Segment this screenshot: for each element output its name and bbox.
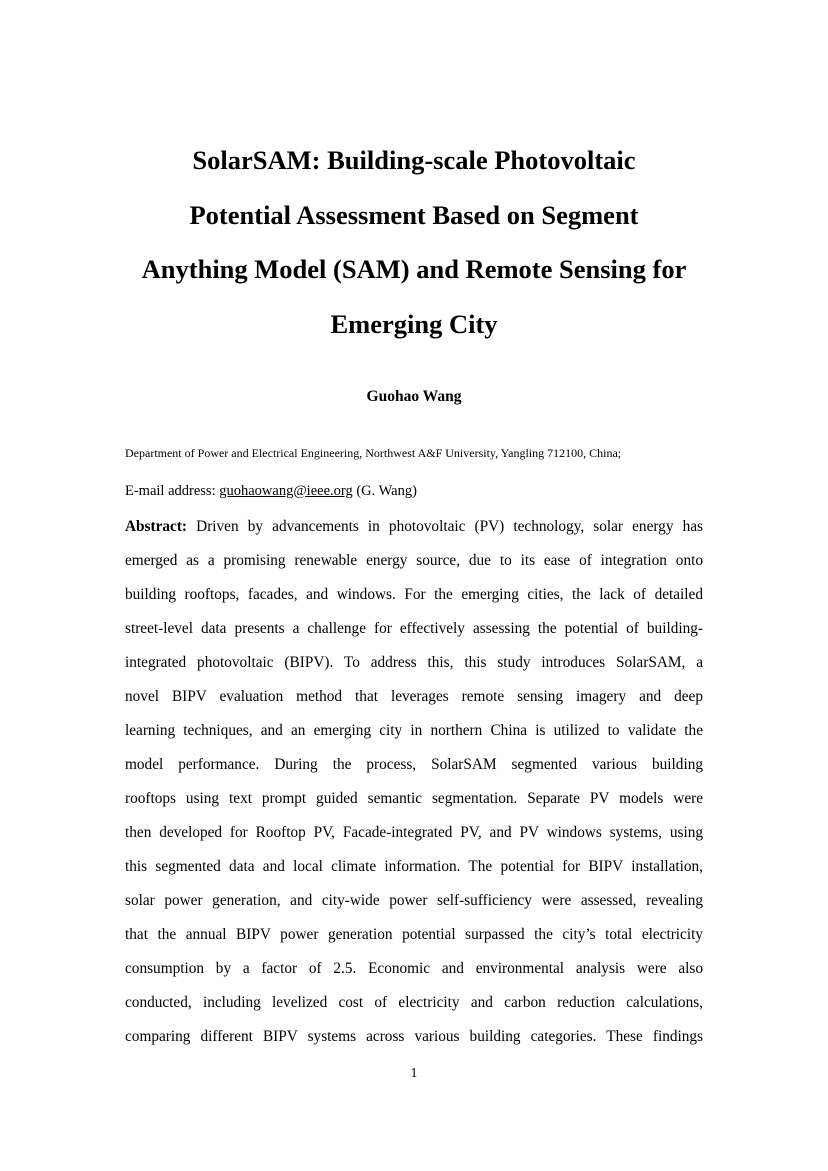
abstract-label: Abstract: [125,518,188,535]
abstract-line: comparing different BIPV systems across various building categories. These findings [125,1028,703,1045]
abstract-line: consumption by a factor of 2.5. Economic and environmental analysis were also [125,960,703,977]
title-line: Emerging City [330,308,498,339]
abstract-line: then developed for Rooftop PV, Facade-integrated PV, and PV windows systems, using [125,824,703,841]
abstract-line: novel BIPV evaluation method that leverages remote sensing imagery and deep [125,688,703,705]
paper-title [100,133,728,351]
author-name: Guohao Wang [366,388,462,405]
author-affiliation: Department of Power and Electrical Engineering, Northwest A&F University, Yangling 712100, China; [125,446,622,460]
abstract-line: building rooftops, facades, and windows. For the emerging cities, the lack of detailed [125,586,703,603]
abstract-line: rooftops using text prompt guided semantic segmentation. Separate PV models were [125,790,703,807]
abstract-line: conducted, including levelized cost of electricity and carbon reduction calculations, [125,994,703,1011]
abstract-line: emerged as a promising renewable energy source, due to its ease of integration onto [125,552,703,569]
email-line [125,480,417,502]
abstract-line: street-level data presents a challenge for effectively assessing the potential of building- [125,620,703,637]
email-link[interactable]: guohaowang@ieee.org [219,483,353,499]
page-number: 1 [410,1066,418,1081]
email-suffix: (G. Wang) [352,483,417,499]
title-line: Potential Assessment Based on Segment [189,199,639,230]
title-line: Anything Model (SAM) and Remote Sensing for [141,254,687,284]
title-line: SolarSAM: Building-scale Photovoltaic [192,145,636,175]
abstract-line: model performance. During the process, SolarSAM segmented various building [125,756,703,773]
abstract [125,516,703,1060]
abstract-line: this segmented data and local climate information. The potential for BIPV installation, [125,858,703,875]
abstract-line: integrated photovoltaic (BIPV). To address this, this study introduces SolarSAM, a [125,654,703,671]
abstract-line: learning techniques, and an emerging city in northern China is utilized to validate the [125,722,703,739]
abstract-line: that the annual BIPV power generation potential surpassed the city’s total electricity [125,926,703,943]
email-prefix: E-mail address: [125,483,220,499]
abstract-line [125,516,703,550]
abstract-line: solar power generation, and city-wide power self-sufficiency were assessed, revealing [125,892,703,909]
abstract-text: Driven by advancements in photovoltaic (PV) technology, solar energy has [187,518,703,535]
